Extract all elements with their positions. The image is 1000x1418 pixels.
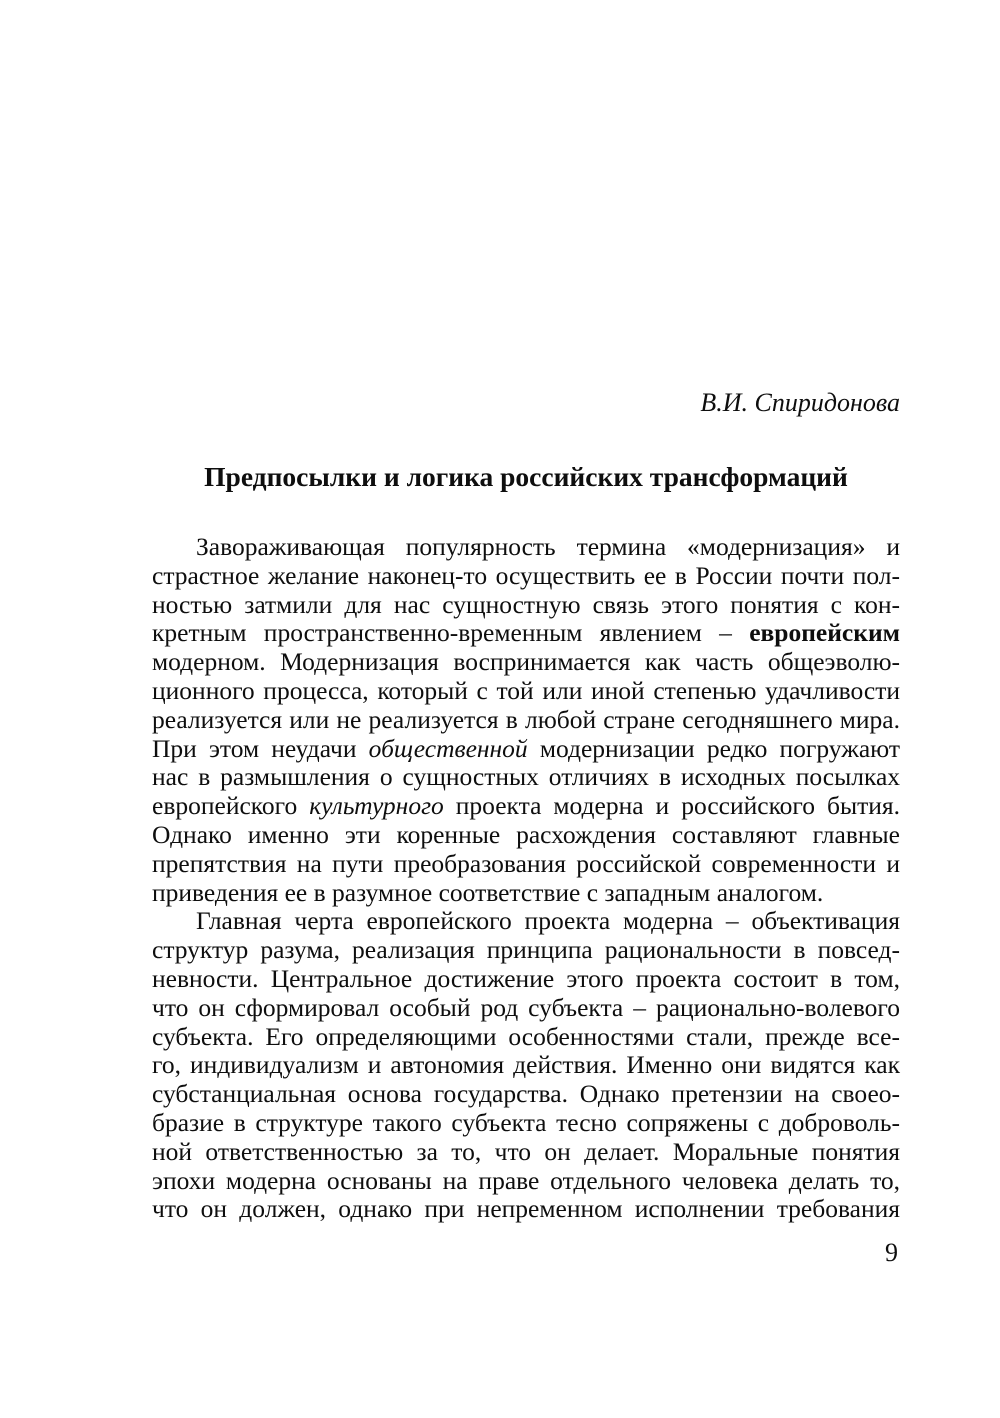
text-line: кретным пространственно-временным явлением – европейским	[152, 618, 900, 648]
text-line: Однако именно эти коренные расхождения составляют главные	[152, 819, 900, 849]
text-line: бразие в структуре такого субъекта тесно сопряжены с доброволь-	[152, 1107, 901, 1137]
text-line: эпохи модерна основаны на праве отдельного человека делать то,	[152, 1165, 901, 1195]
text-line: При этом неудачи общественной модернизации редко погружают	[152, 733, 900, 763]
body-text	[152, 533, 900, 1224]
text-line: Завораживающая популярность термина «модернизация» и	[196, 532, 900, 561]
text-line: что он сформировал особый род субъекта – рационально-волевого	[152, 992, 901, 1022]
text-line: приведения ее в разумное соответствие с западным аналогом.	[152, 877, 824, 907]
text-line: модерном. Модернизация воспринимается как часть общеэволю-	[152, 647, 901, 677]
text-line: ционного процесса, который с той или иной степенью удачливости	[152, 675, 900, 705]
text-line: ностью затмили для нас сущностную связь этого понятия с кон-	[152, 589, 901, 619]
text-line: Главная черта европейского проекта модерна – объективация	[196, 906, 900, 936]
text-line: препятствия на пути преобразования российской современности и	[152, 848, 900, 878]
page-number: 9	[885, 1238, 898, 1267]
text-line: структур разума, реализация принципа рациональности в повсед-	[152, 935, 900, 965]
chapter-title: Предпосылки и логика российских трансформаций	[204, 461, 848, 492]
text-line: субстанциальная основа государства. Однако претензии на своео-	[152, 1079, 900, 1109]
author-line: В.И. Спиридонова	[700, 388, 900, 417]
text-line: го, индивидуализм и автономия действия. Именно они видятся как	[152, 1050, 900, 1080]
text-line: нас в размышления о сущностных отличиях в исходных посылках	[152, 762, 901, 792]
text-line: ной ответственностью за то, что он делает. Моральные понятия	[152, 1136, 901, 1166]
text-line: реализуется или не реализуется в любой стране сегодняшнего мира.	[152, 704, 900, 734]
text-line: что он должен, однако при непременном исполнении требования	[152, 1194, 900, 1224]
text-line: субъекта. Его определяющими особенностями стали, прежде все-	[152, 1021, 900, 1051]
text-line: невности. Центральное достижение этого проекта состоит в том,	[152, 963, 900, 993]
text-line: страстное желание наконец-то осуществить ее в России почти пол-	[152, 560, 900, 590]
text-line: европейского культурного проекта модерна и российского бытия.	[152, 791, 901, 821]
